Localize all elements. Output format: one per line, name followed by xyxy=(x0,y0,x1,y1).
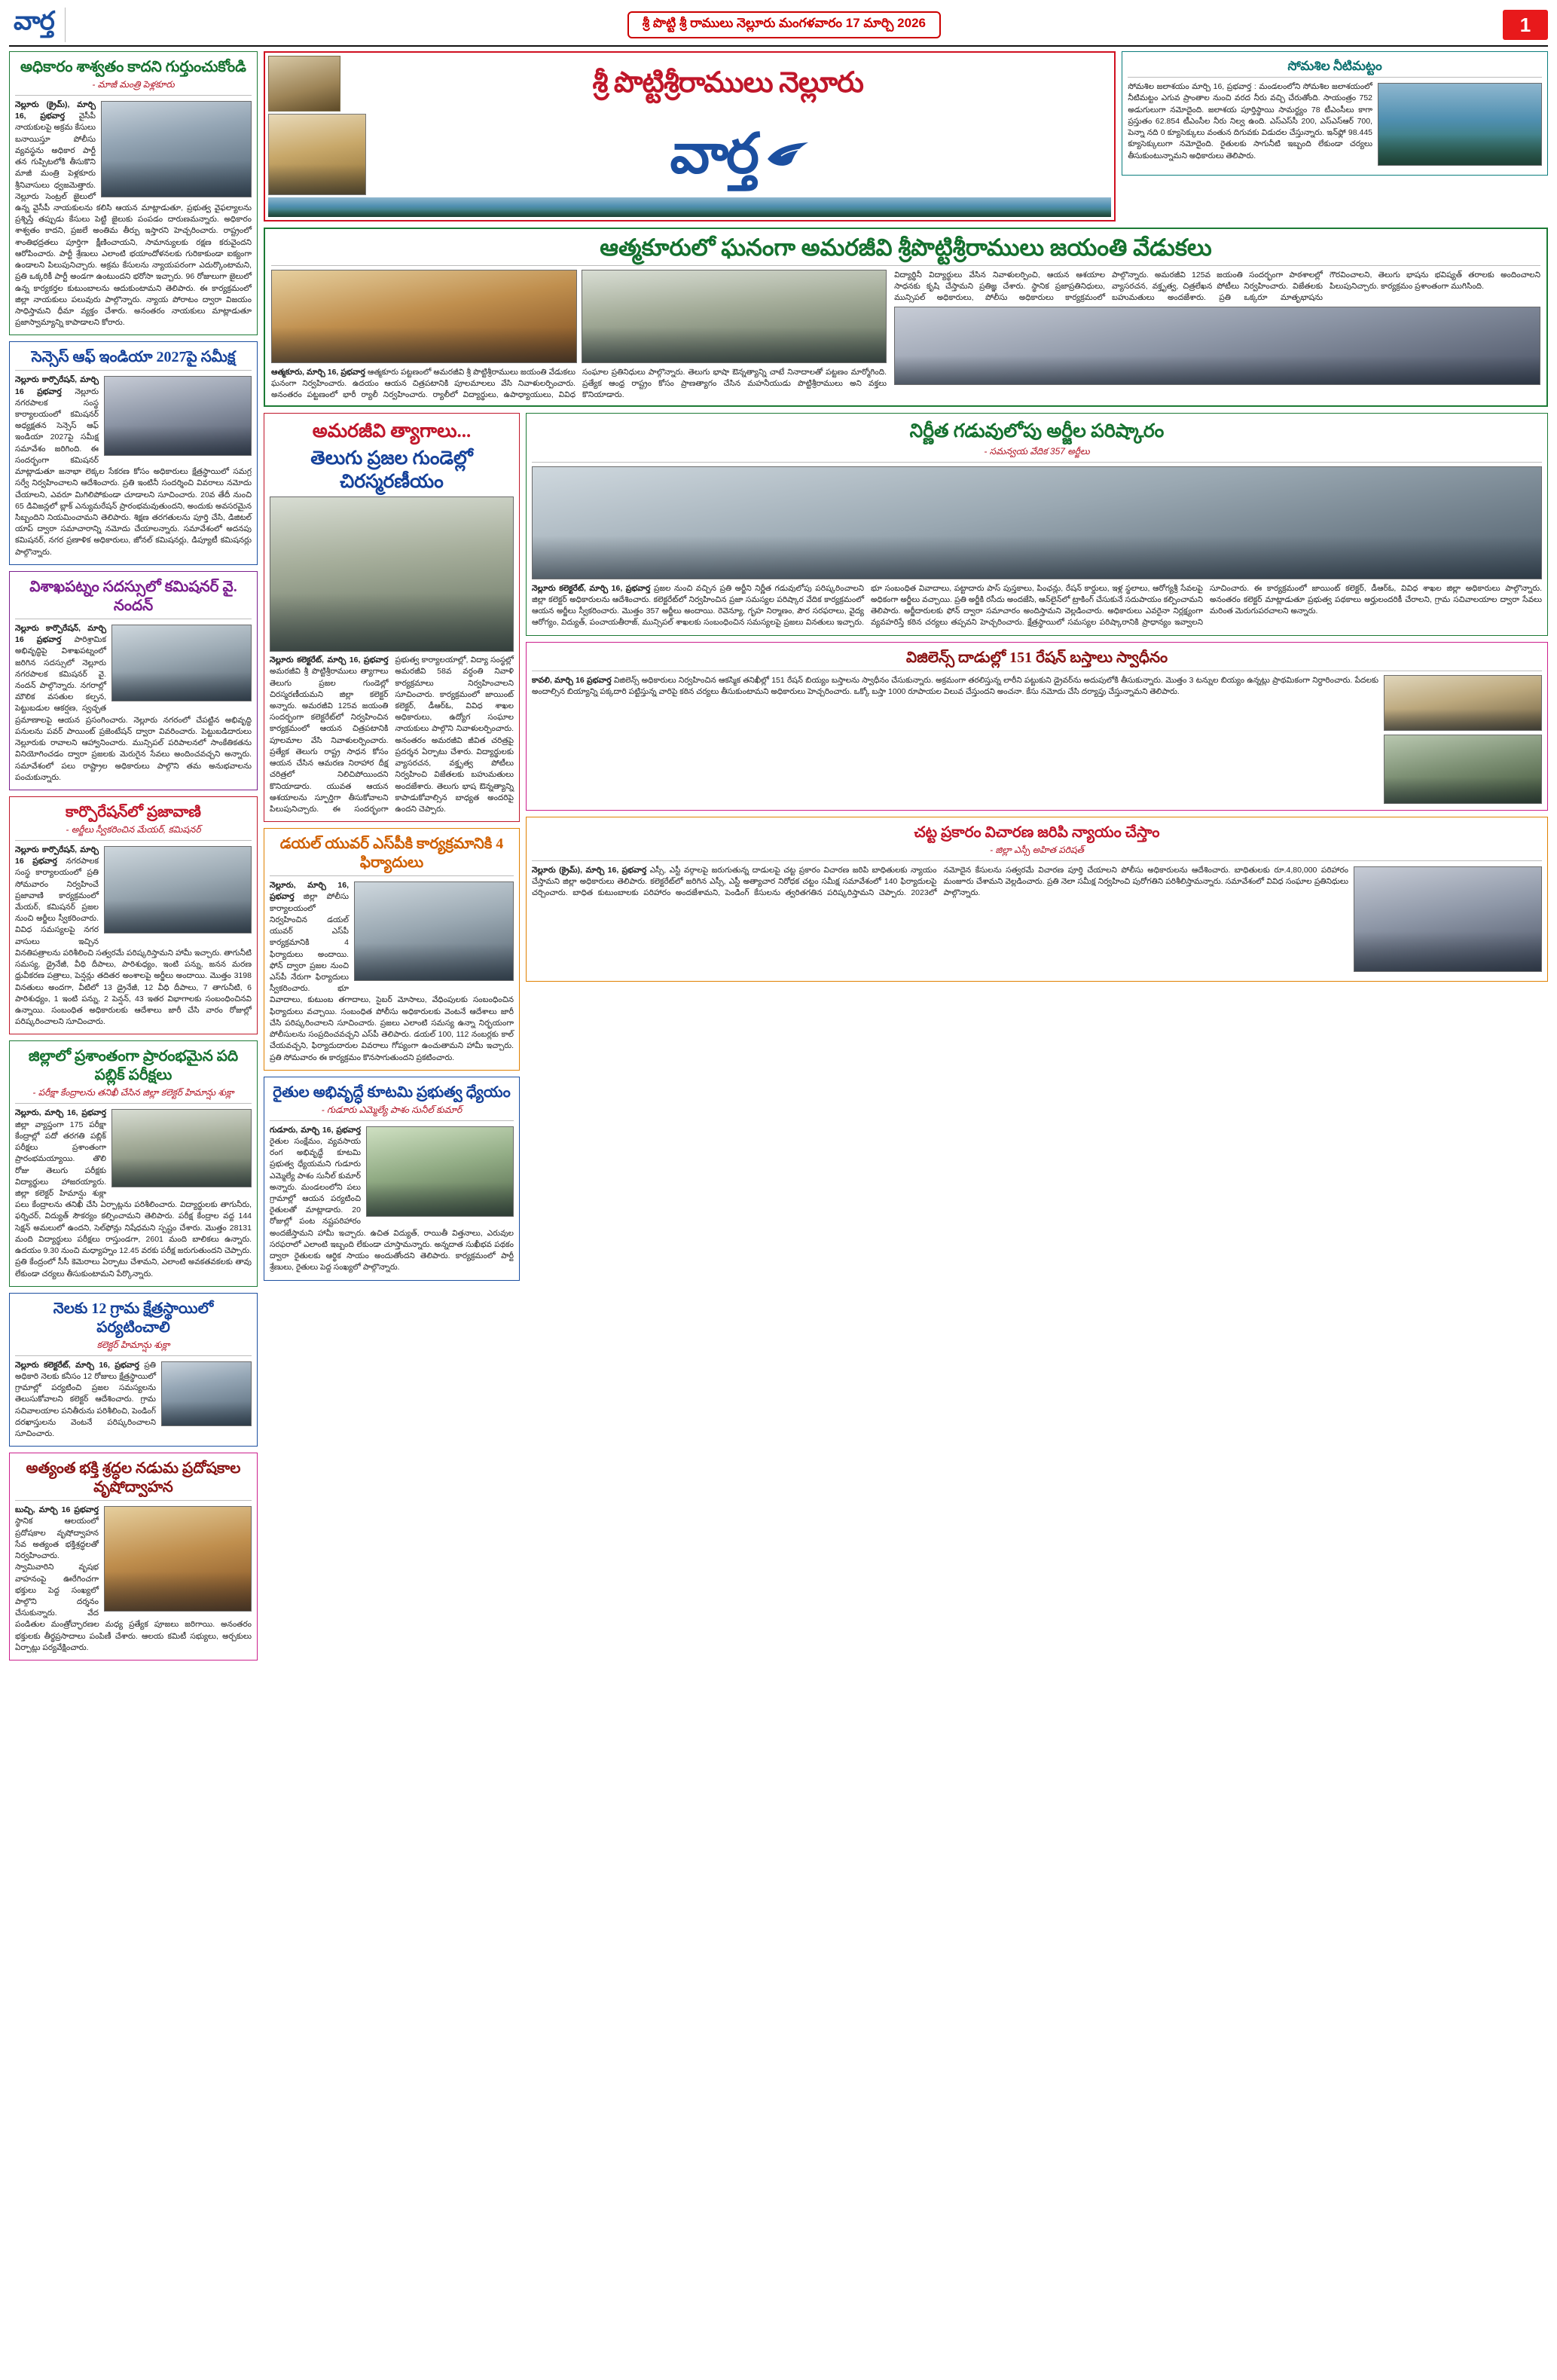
banner-photos xyxy=(271,270,887,363)
figure xyxy=(366,1126,514,1217)
press-meet-photo xyxy=(101,101,252,197)
figure xyxy=(161,1361,252,1426)
article-headline: విశాఖపట్నం సదస్సులో కమిషనర్ వై. నందన్ xyxy=(29,578,237,614)
figure xyxy=(111,1109,252,1187)
figure xyxy=(104,846,252,933)
public-grievance-photo xyxy=(104,846,252,933)
article-inner xyxy=(532,675,1542,804)
article-headline: అత్యంత భక్తి శ్రద్ధల నడుమ ప్రదోషకాల వృషోద్వాహన xyxy=(26,1460,241,1496)
collector-portrait xyxy=(161,1361,252,1426)
divider xyxy=(15,1355,252,1356)
article-headline: రైతుల అభివృద్ధే కూటమి ప్రభుత్వ ధ్యేయం xyxy=(273,1083,511,1101)
nameplate-logo-wrap xyxy=(370,114,1111,195)
nellore-temple-photo xyxy=(268,114,366,195)
article-dateline: కావలి, మార్చి 16 ప్రభవార్త xyxy=(532,675,612,685)
article-byline: - మాజీ మంత్రి పెళ్లకూరు xyxy=(92,79,175,90)
sp-phone-call-photo xyxy=(354,881,514,981)
figure xyxy=(101,101,252,197)
article-dateline: నెల్లూరు కార్పొరేషన్, మార్చి 16 ప్రభవార్త xyxy=(15,623,106,645)
statue-garlanding-photo xyxy=(270,496,514,652)
article-text: ప్రతి అధికారి నెలకు కనీసం 12 రోజులు క్షేత్రస్థాయిలో గ్రామాల్లో పర్యటించి ప్రజల సమస్యలను తెలుసుకోవాలని కలెక్టర్ ఆదేశించారు. గ్రామ సచివాలయాల పనితీరును పరిశీలించి, పెండింగ్ దరఖాస్తులను వెంటనే పరిష్కరించాలని సూచించారు. xyxy=(15,1360,156,1439)
figure xyxy=(104,1506,252,1612)
nameplate-title: శ్రీ పొట్టిశ్రీరాములు నెల్లూరు xyxy=(592,67,863,99)
article-power-not-permanent xyxy=(9,51,258,335)
article-vrushodvahana xyxy=(9,1453,258,1661)
lower-grid xyxy=(264,413,1548,1280)
article-sc-st-justice xyxy=(526,817,1548,982)
article-field-visits xyxy=(9,1293,258,1447)
article-body xyxy=(270,655,514,815)
nameplate-row xyxy=(264,51,1548,222)
article-headline: అధికారం శాశ్వతం కాదని గుర్తుంచుకోండి xyxy=(20,59,246,75)
article-dateline: నెల్లూరు కలెక్టరేట్, మార్చి 16, ప్రభవార్త xyxy=(532,583,651,593)
article-body xyxy=(532,865,1348,900)
nameplate-logo: వార్త xyxy=(670,123,757,185)
article-vigilance-rice-seizure xyxy=(526,642,1548,811)
column-c xyxy=(526,413,1548,981)
article-dateline: నెల్లూరు కార్పొరేషన్, మార్చి 16 ప్రభవార్త xyxy=(15,845,99,866)
nameplate-title-wrap xyxy=(344,56,1111,112)
barrage-photo xyxy=(268,197,1111,217)
divider xyxy=(271,265,1540,266)
article-headline: కార్పొరేషన్‌లో ప్రజావాణి xyxy=(66,803,201,820)
banner-body-right xyxy=(894,270,1540,304)
masthead-date: శ్రీ పొట్టి శ్రీ రాములు నెల్లూరు మంగళవారం 17 మార్చి 2026 xyxy=(627,11,941,38)
article-text: విజిలెన్స్ అధికారులు నిర్వహించిన ఆకస్మిక తనిఖీల్లో 151 రేషన్ బియ్యం బస్తాలను స్వాధీనం చేసుకున్నారు. అక్రమంగా తరలిస్తున్న లారీని పట్టుకుని డ్రైవర్‌ను అదుపులోకి తీసుకున్నారు. మొత్తం 3 టన్నుల బియ్యం ఉన్నట్లు ప్రాథమికంగా నిర్ధారించారు. పేదలకు అందాల్సిన బియ్యాన్ని పక్కదారి పట్టిస్తున్న వారిపై కఠిన చర్యలు తీసుకుంటామని అధికారులు హెచ్చరించారు. ఒక్కో బస్తా 1000 రూపాయల విలువ చేస్తుందని అంచనా. కేసు నమోదు చేసి దర్యాప్తు చేస్తున్నామని తెలిపారు. xyxy=(532,675,1379,696)
article-headline: నిర్ణీత గడువులోపు అర్జీల పరిష్కారం xyxy=(909,421,1165,442)
article-subheadline: - అర్జీలు స్వీకరించిన మేయర్, కమిషనర్ xyxy=(66,823,201,835)
figure xyxy=(111,625,252,701)
article-headline: నెలకు 12 గ్రామ క్షేత్రస్థాయిలో పర్యటించాలి xyxy=(53,1300,214,1336)
article-farmers-development xyxy=(264,1077,520,1281)
article-headline: డయల్ యువర్ ఎస్‌పీకి కార్యక్రమానికి 4 ఫిర్యాదులు xyxy=(279,836,504,872)
jayanthi-procession-photo xyxy=(271,270,577,363)
article-text: ఎస్సీ, ఎస్టీ వర్గాలపై జరుగుతున్న దాడులపై చట్ట ప్రకారం విచారణ జరిపి బాధితులకు న్యాయం చేస్తామని జిల్లా అధికారులు తెలిపారు. కలెక్టరేట్‌లో జరిగిన ఎస్సీ, ఎస్టీ అత్యాచార నిరోధక చట్టం సమీక్ష సమావేశంలో 140 ఫిర్యాదులపై చర్చించారు. బాధిత కుటుంబాలకు పరిహారం అందజేశామని, పెండింగ్ కేసులను త్వరితగతిన పరిష్కరిస్తామని చెప్పారు. 2023లో నమోదైన కేసులను సత్వరమే విచారణ పూర్తి చేయాలని పోలీసు అధికారులను ఆదేశించారు. బాధితులకు రూ.4,80,000 పరిహారం మంజూరు చేశామని వెల్లడించారు. ప్రతి నెలా సమీక్ష నిర్వహించి పురోగతిని పరిశీలిస్తామన్నారు. సమావేశంలో వివిధ సంఘాల ప్రతినిధులు పాల్గొన్నారు. xyxy=(532,865,1348,897)
article-headline: సెన్సెస్ ఆఫ్ ఇండియా 2027పై సమీక్ష xyxy=(31,349,236,366)
article-somasila-water-level xyxy=(1122,51,1548,176)
article-headline: ఆత్మకూరులో ఘనంగా అమరజీవి శ్రీపొట్టిశ్రీరాములు జయంతి వేడుకలు xyxy=(600,234,1212,261)
article-corporation-prajavani xyxy=(9,796,258,1035)
article-byline: - గుడూరు ఎమ్మెల్యే పాశం సునీల్ కుమార్ xyxy=(321,1104,463,1115)
article-text: రైతుల సంక్షేమం, వ్యవసాయ రంగ అభివృద్ధే కూటమి ప్రభుత్వ ధ్యేయమని గుడూరు ఎమ్మెల్యే పాశం సునీల్ కుమార్ అన్నారు. మండలంలోని పలు గ్రామాల్లో ఆయన పర్యటించి రైతులతో మాట్లాడారు. 20 రోజుల్లో పంట నష్టపరిహారం అందజేస్తామని హామీ ఇచ్చారు. ఉచిత విద్యుత్, రాయితీ విత్తనాలు, ఎరువుల సరఫరాలో ఎలాంటి ఇబ్బంది లేకుండా చూస్తామన్నారు. అన్నదాత సుఖీభవ పథకం ద్వారా రైతులకు ఆర్థిక సాయం అందుతోందని తెలిపారు. కార్యక్రమంలో పార్టీ శ్రేణులు, రైతులు పెద్ద సంఖ్యలో పాల్గొన్నారు. xyxy=(270,1136,514,1272)
article-subheadline: - సమన్వయ వేదిక 357 అర్జీలు xyxy=(984,445,1090,457)
article-text: జిల్లా పోలీసు కార్యాలయంలో నిర్వహించిన డయల్ యువర్ ఎస్‌పీ కార్యక్రమానికి 4 ఫిర్యాదులు అందాయి. ఫోన్ ద్వారా ప్రజల నుంచి ఎస్‌పీ నేరుగా ఫిర్యాదులు స్వీకరించారు. భూ వివాదాలు, కుటుంబ తగాదాలు, సైబర్ మోసాలు, వేధింపులకు సంబంధించిన ఫిర్యాదులు వచ్చాయి. సంబంధిత పోలీసు అధికారులకు వెంటనే ఆదేశాలు జారీ చేసి పరిష్కరించాలని సూచించారు. ప్రజలు ఎలాంటి సమస్య ఉన్నా నిర్భయంగా పోలీసులను సంప్రదించవచ్చని ఎస్‌పీ తెలిపారు. డయల్ 100, 112 నంబర్లకు కాల్ చేయవచ్చని, ఫిర్యాదుదారుల వివరాలు గోప్యంగా ఉంచుతామని హామీ ఇచ్చారు. ప్రతి సోమవారం ఈ కార్యక్రమం కొనసాగుతుందని ప్రకటించారు. xyxy=(270,892,514,1062)
review-meeting-photo xyxy=(104,376,252,456)
jayanthi-stage-photo xyxy=(894,307,1540,385)
divider xyxy=(15,1103,252,1104)
divider xyxy=(15,1500,252,1501)
banner-inner xyxy=(271,270,1540,402)
figure xyxy=(354,881,514,981)
article-dateline: నెల్లూరు, మార్చి 16, ప్రభవార్త xyxy=(15,1108,106,1118)
article-amarajeevi-sacrifice xyxy=(264,413,520,822)
figure xyxy=(1378,83,1542,166)
article-text: నగరపాలక సంస్థ కార్యాలయంలో ప్రతి సోమవారం నిర్వహించే ప్రజావాణి కార్యక్రమంలో మేయర్, కమిషనర్ ప్రజల నుంచి అర్జీలు స్వీకరించారు. వివిధ సమస్యలపై నగర వాసులు ఇచ్చిన వినతిపత్రాలను పరిశీలించి సత్వరమే పరిష్కరిస్తామని హామీ ఇచ్చారు. తాగునీటి సమస్య, డ్రైనేజీ, వీధి దీపాలు, పారిశుధ్యం, ఇంటి పన్ను, జనన మరణ ధ్రువీకరణ పత్రాలు, పెన్షన్లు తదితర అంశాలపై అర్జీలు అందాయి. మొత్తం 3198 వినతులు అందగా, వీటిలో 13 డ్రైనేజీ, 12 వీధి దీపాలు, 7 తాగునీటి, 6 పారిశుధ్యం, 1 ఇంటి పన్ను, 2 పెన్షన్, 43 ఇతర విభాగాలకు సంబంధించినవి ఉన్నాయి. సంబంధిత అధికారులకు ఆదేశాలు జారీ చేసి వారం రోజుల్లో పరిష్కరించాలని సూచించారు. xyxy=(15,857,252,1027)
divider xyxy=(270,875,514,876)
divider xyxy=(532,860,1542,861)
divider xyxy=(270,1120,514,1121)
somasila-reservoir-photo xyxy=(1378,83,1542,166)
divider xyxy=(1128,77,1542,78)
article-dateline: ఆత్మకూరు, మార్చి 16, ప్రభవార్త xyxy=(271,367,365,377)
conference-photo xyxy=(111,625,252,701)
article-dateline: గుడూరు, మార్చి 16, ప్రభవార్త xyxy=(270,1125,361,1135)
article-dateline: నెల్లూరు కార్పొరేషన్, మార్చి 16 ప్రభవార్త xyxy=(15,375,99,396)
nameplate xyxy=(264,51,1116,222)
divider xyxy=(532,462,1542,463)
nameplate-top xyxy=(268,56,1111,112)
sc-st-review-photo xyxy=(1354,866,1542,972)
article-dateline: నెల్లూరు, మార్చి 16, ప్రభవార్త xyxy=(270,881,349,902)
seized-truck-photo xyxy=(1384,735,1542,804)
article-headline: అమరజీవి త్యాగాలు... xyxy=(312,421,472,442)
article-text: ఆత్మకూరు పట్టణంలో అమరజీవి శ్రీ పొట్టిశ్రీరాములు జయంతి వేడుకలు ఘనంగా నిర్వహించారు. ఉదయం ఆయన చిత్రపటానికి పూలమాలలు వేసి నివాళులర్పించారు. అనంతరం పట్టణంలో భారీ ర్యాలీ నిర్వహించారు. ర్యాలీలో విద్యార్థులు, ఉపాధ్యాయులు, వివిధ సంఘాల ప్రతినిధులు పాల్గొన్నారు. తెలుగు భాషా ఔన్నత్యాన్ని చాటే నినాదాలతో పట్టణం మార్మోగింది. ప్రత్యేక ఆంధ్ర రాష్ట్రం కోసం ప్రాణత్యాగం చేసిన మహనీయుడు పొట్టిశ్రీరాములు అని వక్తలు కొనియాడారు. xyxy=(271,367,887,400)
article-headline-2: తెలుగు ప్రజల గుండెల్లో చిరస్మరణీయం xyxy=(310,448,473,492)
article-text: పారిశ్రామిక అభివృద్ధిపై విశాఖపట్నంలో జరిగిన సదస్సులో నెల్లూరు నగరపాలక కమిషనర్ వై. నందన్ పాల్గొన్నారు. నగరాల్లో మౌలిక వసతుల కల్పన, పెట్టుబడుల ఆకర్షణ, స్వచ్ఛత ప్రమాణాలపై ఆయన ప్రసంగించారు. నెల్లూరు నగరంలో చేపట్టిన అభివృద్ధి పనులను పవర్ పాయింట్ ప్రజెంటేషన్ ద్వారా వివరించారు. పెట్టుబడిదారులు నెల్లూరుకు రావాలని ఆహ్వానించారు. మున్సిపల్ పరిపాలనలో సాంకేతికతను వినియోగించడం ద్వారా ప్రజలకు మెరుగైన సేవలు అందించవచ్చని అన్నారు. సమావేశంలో పలు రాష్ట్రాల అధికారులు పాల్గొని తమ అనుభవాలను పంచుకున్నారు. xyxy=(15,635,252,782)
article-headline: జిల్లాలో ప్రశాంతంగా ప్రారంభమైన పది పబ్లిక్ పరీక్షలు xyxy=(28,1048,239,1084)
seized-rice-bags-photo xyxy=(1384,675,1542,731)
jayanthi-garland-photo xyxy=(582,270,887,363)
potti-sriramulu-portrait xyxy=(268,56,340,112)
article-body xyxy=(532,675,1378,804)
article-text: వైసీపీ నాయకులపై అక్రమ కేసులు బనాయిస్తూ పోలీసు వ్యవస్థను అధికార పార్టీ తన గుప్పిటలోకి తీసుకొని మాజీ మంత్రి పెళ్లకూరు శ్రీనివాసులు ధ్వజమెత్తారు. నెల్లూరు సెంట్రల్ జైలులో ఉన్న వైసీపీ నాయకులను కలిసి ఆయన మాట్లాడుతూ, ప్రభుత్వ వైఫల్యాలను ప్రశ్నిస్తే తప్పుడు కేసులు పెట్టి జైలుకు పంపడం దారుణమన్నారు. అధికారం శాశ్వతం కాదని, ప్రజలే అంతిమ తీర్పు ఇస్తారని హెచ్చరించారు. రాష్ట్రంలో శాంతిభద్రతలు పూర్తిగా క్షీణించాయని, సామాన్యులకు రక్షణ కరువైందని ఆరోపించారు. పార్టీ శ్రేణులు ఎలాంటి భయాందోళనలకు గురికాకుండా ఐక్యంగా ఉండాలని పిలుపునిచ్చారు. అక్రమ కేసులను న్యాయపరంగా ఎదుర్కొంటామని, ప్రతి ఒక్కరికీ పార్టీ అండగా ఉంటుందని భరోసా ఇచ్చారు. 96 రోజులుగా జైలులో ఉన్న కార్యకర్తల కుటుంబాలను ఆదుకుంటామని తెలిపారు. ఈ కార్యక్రమంలో జిల్లా నాయకులు పలువురు పాల్గొన్నారు. న్యాయ పోరాటం ద్వారా విజయం సాధిస్తామని ధీమా వ్యక్తం చేశారు. అనంతరం నాయకులు మాట్లాడుతూ ప్రజాస్వామ్యాన్ని కాపాడాలని కోరారు. xyxy=(15,112,252,328)
article-headline: విజిలెన్స్ దాడుల్లో 151 రేషన్ బస్తాలు స్వాధీనం xyxy=(905,649,1168,666)
grievance-hall-photo xyxy=(532,466,1542,579)
article-headline: చట్ట ప్రకారం విచారణ జరిపి న్యాయం చేస్తాం xyxy=(914,823,1160,841)
article-text: సోమశిల జలాశయం మార్చి 16, ప్రభవార్త : మండలంలోని సోమశిల జలాశయంలో నీటిమట్టం ఎగువ ప్రాంతాల నుంచి వరద నీరు వచ్చి చేరుతోంది. సాయంత్రం 752 అడుగులుగా నమోదైంది. జలాశయ పూర్తిస్థాయి సామర్థ్యం 78 టీఎంసీలు కాగా ప్రస్తుతం 62.854 టీఎంసీల నీరు నిల్వ ఉంది. ఎస్‌ఎస్‌సీ 200, ఎస్‌ఎస్‌ఆర్ 700, పెన్నా నది 0 క్యూసెక్కులు వంతున దిగువకు విడుదల చేస్తున్నారు. ఇన్‌ఫ్లో 98.445 క్యూసెక్కులుగా నమోదైంది. రైతులకు సాగునీటి ఇబ్బంది లేకుండా చర్యలు తీసుకుంటున్నామని అధికారులు తెలిపారు. xyxy=(1128,82,1372,160)
article-subheadline: కలెక్టర్ హిమాన్షు శుక్లా xyxy=(96,1339,170,1350)
article-dial-your-sp xyxy=(264,828,520,1071)
figure xyxy=(104,376,252,456)
article-subheadline: - పరీక్షా కేంద్రాలను తనిఖీ చేసిన జిల్లా కలెక్టర్ హిమాన్షు శుక్లా xyxy=(32,1087,234,1098)
article-grievance-resolution xyxy=(526,413,1548,635)
column-2 xyxy=(264,51,1548,1281)
article-text: ప్రజల నుంచి వచ్చిన ప్రతి అర్జీని నిర్ణీత గడువులోపు పరిష్కరించాలని జిల్లా కలెక్టర్ అధికారులను ఆదేశించారు. కలెక్టరేట్‌లో నిర్వహించిన ప్రజా సమస్యల పరిష్కార వేదిక కార్యక్రమంలో ఆయన అర్జీలు స్వీకరించారు. మొత్తం 357 అర్జీలు అందాయి. రెవెన్యూ, గృహ నిర్మాణం, పౌర సరఫరాలు, వైద్య ఆరోగ్యం, విద్యుత్, పంచాయతీరాజ్, మున్సిపల్ శాఖలకు సంబంధించిన సమస్యలపై ప్రజలు వినతులు ఇచ్చారు. భూ సంబంధిత వివాదాలు, పట్టాదారు పాస్ పుస్తకాలు, పింఛన్లు, రేషన్ కార్డులు, ఇళ్ల స్థలాలు, ఆరోగ్యశ్రీ సేవలపై అధికంగా అర్జీలు వచ్చాయి. ప్రతి అర్జీకి రసీదు అందజేసి, ఆన్‌లైన్‌లో ట్రాకింగ్ చేసుకునే సదుపాయం కల్పించామని తెలిపారు. అర్జీదారులకు ఫోన్ ద్వారా సమాచారం అందిస్తామని వెల్లడించారు. అధికారులు ఎవరైనా నిర్లక్ష్యంగా వ్యవహరిస్తే కఠిన చర్యలు తప్పవని హెచ్చరించారు. క్షేత్రస్థాయిలో సమస్యల పరిష్కారానికి ప్రాధాన్యం ఇవ్వాలని సూచించారు. ఈ కార్యక్రమంలో జాయింట్ కలెక్టర్, డీఆర్ఓ, వివిధ శాఖల జిల్లా అధికారులు పాల్గొన్నారు. అనంతరం కలెక్టర్ మాట్లాడుతూ ప్రభుత్వ పథకాలు అర్హులందరికీ చేరాలని, గ్రామ సచివాలయాల ద్వారా సేవలు మరింత మెరుగుపరచాలని అన్నారు. xyxy=(532,583,1542,628)
banner-right xyxy=(894,270,1540,402)
article-headline: సోమశిల నీటిమట్టం xyxy=(1287,59,1382,73)
article-public-exams xyxy=(9,1040,258,1286)
article-text: విద్యార్థినీ విద్యార్థులు వేసిన నివాళులర్పించి, ఆయన ఆశయాల సాధనకు కృషి చేస్తామని ప్రతిజ్ఞ చేశారు. స్థానిక ప్రజాప్రతినిధులు, మున్సిపల్ అధికారులు, పోలీసు అధికారులు కార్యక్రమంలో పాల్గొన్నారు. అమరజీవి 125వ జయంతి సందర్భంగా పాఠశాలల్లో వ్యాసరచన, వక్తృత్వ, చిత్రలేఖన పోటీలు నిర్వహించారు. విజేతలకు బహుమతులు అందజేశారు. ప్రతి ఒక్కరూ మాతృభాషను గౌరవించాలని, తెలుగు భాషను భవిష్యత్ తరాలకు అందించాలని పిలుపునిచ్చారు. కార్యక్రమం ప్రశాంతంగా ముగిసింది. xyxy=(894,270,1540,303)
article-text: జిల్లా వ్యాప్తంగా 175 పరీక్షా కేంద్రాల్లో పదో తరగతి పబ్లిక్ పరీక్షలు ప్రశాంతంగా ప్రారంభమయ్యాయి. తొలి రోజు తెలుగు పరీక్షకు విద్యార్థులు హాజరయ్యారు. జిల్లా కలెక్టర్ హిమాన్షు శుక్లా పలు కేంద్రాలను తనిఖీ చేసి ఏర్పాట్లను పరిశీలించారు. విద్యార్థులకు తాగునీరు, ఫర్నిచర్, విద్యుత్ సౌకర్యం కల్పించామని తెలిపారు. పరీక్ష కేంద్రాల వద్ద 144 సెక్షన్ అమలులో ఉందని, సెల్‌ఫోన్లు నిషేధమని స్పష్టం చేశారు. మొత్తం 28131 మంది విద్యార్థులు పరీక్షలు రాస్తుండగా, 2601 మంది బాలికలు ఉన్నారు. ఉదయం 9.30 నుంచి మధ్యాహ్నం 12.45 వరకు పరీక్ష జరుగుతుందని చెప్పారు. ప్రతి కేంద్రంలో సీసీ కెమెరాలు ఏర్పాటు చేశామని, ఎలాంటి అవకతవకలకు తావు లేకుండా చర్యలు తీసుకుంటామని పేర్కొన్నారు. xyxy=(15,1120,252,1279)
page-number-badge: 1 xyxy=(1503,10,1548,40)
article-text: అమరజీవి శ్రీ పొట్టిశ్రీరాములు త్యాగాలు తెలుగు ప్రజల గుండెల్లో చిరస్మరణీయమని జిల్లా కలెక్టర్ అన్నారు. అమరజీవి 125వ జయంతి సందర్భంగా కలెక్టరేట్‌లో నిర్వహించిన కార్యక్రమంలో ఆయన చిత్రపటానికి పూలమాల వేసి నివాళులర్పించారు. ప్రత్యేక తెలుగు రాష్ట్ర సాధన కోసం ఆయన చేసిన ఆమరణ నిరాహార దీక్ష చరిత్రలో నిలిచిపోయిందని కొనియాడారు. యువత ఆయన ఆశయాలను స్ఫూర్తిగా తీసుకోవాలని పిలుపునిచ్చారు. ఈ సందర్భంగా ప్రభుత్వ కార్యాలయాల్లో, విద్యా సంస్థల్లో అమరజీవి 58వ వర్ధంతి నివాళి కార్యక్రమాలు నిర్వహించాలని సూచించారు. కార్యక్రమంలో జాయింట్ కలెక్టర్, డీఆర్ఓ, వివిధ శాఖల అధికారులు, ఉద్యోగ సంఘాల నాయకులు పాల్గొని నివాళులర్పించారు. అనంతరం అమరజీవి జీవిత చరిత్రపై ప్రదర్శన ఏర్పాటు చేశారు. విద్యార్థులకు వ్యాసరచన, వక్తృత్వ పోటీలు నిర్వహించి విజేతలకు బహుమతులు అందజేశారు. తెలుగు భాష ఔన్నత్యాన్ని కాపాడుకోవాల్సిన బాధ్యత అందరిపై ఉందని చెప్పారు. xyxy=(270,655,514,814)
banner-body-left xyxy=(271,367,887,402)
article-census-2027 xyxy=(9,341,258,565)
article-text: నెల్లూరు నగరపాలక సంస్థ కార్యాలయంలో కమిషనర్ అధ్యక్షతన సెన్సెస్ ఆఫ్ ఇండియా 2027పై సమీక్ష సమావేశం జరిగింది. ఈ సందర్భంగా కమిషనర్ మాట్లాడుతూ జనాభా లెక్కల సేకరణ కోసం అధికారులు క్షేత్రస్థాయిలో సమగ్ర సర్వే నిర్వహించాలని ఆదేశించారు. ప్రతి ఇంటినీ సందర్శించి వివరాలు నమోదు చేయాలని, ఎవరూ మిగిలిపోకుండా చూడాలని సూచించారు. 20వ తేదీ నుంచి 65 డివిజన్లలో బ్లాక్ ఎన్యుమరేషన్ ప్రారంభమవుతుందని, అందుకు అవసరమైన సిబ్బందిని నియమించామని తెలిపారు. శిక్షణ తరగతులను పూర్తి చేసి, డిజిటల్ యాప్ ద్వారా సమాచారాన్ని నమోదు చేయాలన్నారు. సమావేశంలో అదనపు కమిషనర్, నగర ప్రణాళిక అధికారులు, జోనల్ కమిషనర్లు, డిప్యూటీ కమిషనర్లు పాల్గొన్నారు. xyxy=(15,386,252,557)
divider xyxy=(15,840,252,841)
article-atmakur-jayanthi xyxy=(264,228,1548,407)
dove-icon xyxy=(765,139,811,170)
masthead-strip xyxy=(9,8,1548,47)
masthead-date-wrap xyxy=(73,11,1495,38)
article-text: స్థానిక ఆలయంలో ప్రదోషకాల వృషోద్వాహన సేవ అత్యంత భక్తిశ్రద్ధలతో నిర్వహించారు. స్వామివారిని వృషభ వాహనంపై ఊరేగించగా భక్తులు పెద్ద సంఖ్యలో పాల్గొని దర్శనం చేసుకున్నారు. వేద పండితుల మంత్రోచ్ఛారణల మధ్య ప్రత్యేక పూజలు జరిగాయి. అనంతరం భక్తులకు తీర్థప్రసాదాలు పంపిణీ చేశారు. ఆలయ కమిటీ సభ్యులు, అర్చకులు ఏర్పాట్లు పర్యవేక్షించారు. xyxy=(15,1517,252,1652)
exam-inspection-photo xyxy=(111,1109,252,1187)
column-b xyxy=(264,413,520,1280)
article-dateline: నెల్లూరు కలెక్టరేట్, మార్చి 16, ప్రభవార్త xyxy=(270,655,389,665)
article-dateline: నెల్లూరు కలెక్టరేట్, మార్చి 16, ప్రభవార్త xyxy=(15,1360,139,1370)
masthead-logo: వార్త xyxy=(9,8,66,42)
nameplate-bottom xyxy=(268,114,1111,195)
article-vizag-commissioner xyxy=(9,571,258,790)
figure-stack xyxy=(1384,675,1542,804)
figure xyxy=(1354,866,1542,972)
banner-left xyxy=(271,270,887,402)
article-dateline: బుచ్చి, మార్చి 16 ప్రభవార్త xyxy=(15,1505,99,1515)
divider xyxy=(15,95,252,96)
article-subheadline: - జిల్లా ఎస్సీ అహిత పరిషత్ xyxy=(990,844,1084,855)
article-body xyxy=(532,583,1542,629)
temple-procession-photo xyxy=(104,1506,252,1612)
page-grid xyxy=(9,51,1548,1661)
mla-farmers-photo xyxy=(366,1126,514,1217)
column-1 xyxy=(9,51,258,1661)
article-dateline: నెల్లూరు (క్రైమ్), మార్చి 16, ప్రభవార్త xyxy=(532,865,647,875)
divider xyxy=(15,370,252,371)
article-dateline: నెల్లూరు (క్రైమ్), మార్చి 16, ప్రభవార్త xyxy=(15,100,96,121)
